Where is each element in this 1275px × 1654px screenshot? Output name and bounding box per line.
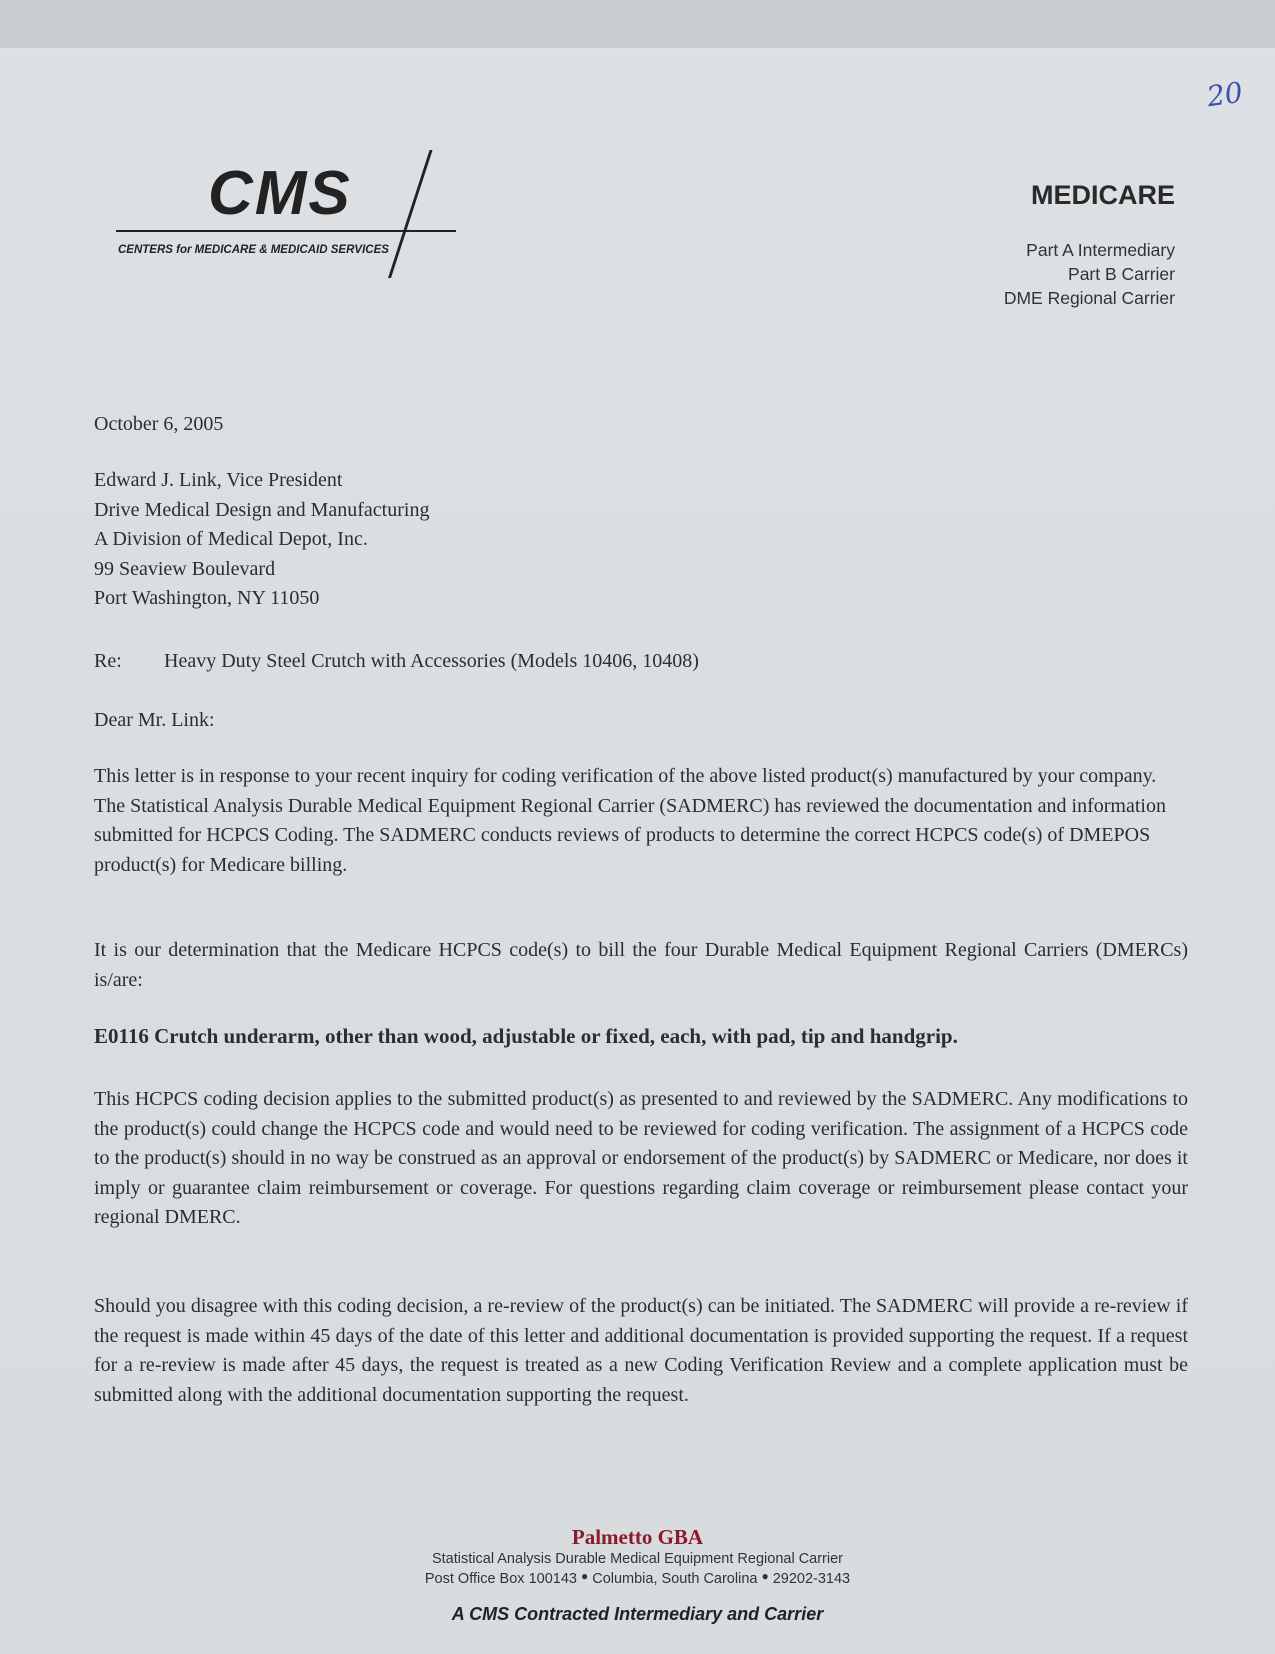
footer-carrier-name: Statistical Analysis Durable Medical Equipment Regional Carrier xyxy=(431,1551,844,1567)
paragraph-determination: It is our determination that the Medicare HCPCS code(s) to bill the four Durable Medical Equipment Regional Carriers (DMERCs) is/are: xyxy=(94,939,1188,991)
address-line: 99 Seaview Boulevard xyxy=(94,557,276,580)
salutation: Dear Mr. Link: xyxy=(94,709,215,731)
address-line: Drive Medical Design and Manufacturing xyxy=(94,498,430,521)
program-title: MEDICARE xyxy=(1030,180,1175,210)
footer-address xyxy=(0,1571,1275,1587)
cms-logo-rule xyxy=(116,230,456,232)
cms-logo-wordmark: CMS xyxy=(208,159,352,228)
bullet-icon: ● xyxy=(580,1569,589,1583)
carrier-types xyxy=(900,238,1175,310)
footer-zip: 29202-3143 xyxy=(772,1571,851,1587)
cms-logo xyxy=(108,150,463,280)
footer-po-box: Post Office Box 100143 xyxy=(424,1571,577,1587)
footer-tagline: A CMS Contracted Intermediary and Carrier xyxy=(451,1604,824,1624)
subject-label: Re: xyxy=(94,650,122,672)
address-line: A Division of Medical Depot, Inc. xyxy=(94,528,368,550)
letter-date: October 6, 2005 xyxy=(94,413,224,435)
handwritten-page-number: 20 xyxy=(1204,75,1245,114)
cms-logo-slash xyxy=(388,150,433,278)
paragraph-decision-scope: This HCPCS coding decision applies to the submitted product(s) as presented to and reviewed by the SADMERC. Any modifications to the product(s) could change the HCPCS code and would need to be reviewed for coding verification. The assignment of a HCPCS code to the product(s) should in no way be construed as an approval or endorsement of the product(s) by SADMERC or Medicare, nor does it imply or guarantee claim reimbursement or coverage. For questions regarding claim coverage or reimbursement please contact your regional DMERC. xyxy=(94,1088,1188,1228)
subject-line xyxy=(94,647,1188,677)
footer-organization: Palmetto GBA xyxy=(571,1525,704,1549)
carrier-type-line: Part A Intermediary xyxy=(1026,240,1175,260)
bullet-icon: ● xyxy=(761,1569,769,1583)
carrier-type-line: DME Regional Carrier xyxy=(1003,288,1175,308)
recipient-address xyxy=(94,466,1188,614)
scan-top-band xyxy=(0,0,1275,48)
address-line: Port Washington, NY 11050 xyxy=(94,587,320,609)
paragraph-inquiry: This letter is in response to your recent inquiry for coding verification of the above listed product(s) manufactured by your company. The Statistical Analysis Durable Medical Equipment Regional Carrier (SADMERC) has reviewed the documentation and information submitted for HCPCS Coding. The SADMERC conducts reviews of products to determine the correct HCPCS code(s) of DMEPOS product(s) for Medicare billing. xyxy=(94,765,1166,876)
cms-logo-subtitle: CENTERS for MEDICARE & MEDICAID SERVICES xyxy=(118,244,389,256)
footer-city: Columbia, South Carolina xyxy=(592,1571,758,1587)
paragraph-re-review: Should you disagree with this coding decision, a re-review of the product(s) can be initiated. The SADMERC will provide a re-review if the request is made within 45 days of the date of this letter and additional documentation is provided supporting the request. If a request for a re-review is made after 45 days, the request is treated as a new Coding Verification Review and a complete application must be submitted along with the additional documentation supporting the request. xyxy=(94,1295,1188,1406)
address-line: Edward J. Link, Vice President xyxy=(94,469,343,491)
carrier-type-line: Part B Carrier xyxy=(1068,264,1175,284)
hcpcs-code-line: E0116 Crutch underarm, other than wood, adjustable or fixed, each, with pad, tip and handgrip. xyxy=(94,1024,958,1048)
subject-text: Heavy Duty Steel Crutch with Accessories (Models 10406, 10408) xyxy=(164,650,699,672)
